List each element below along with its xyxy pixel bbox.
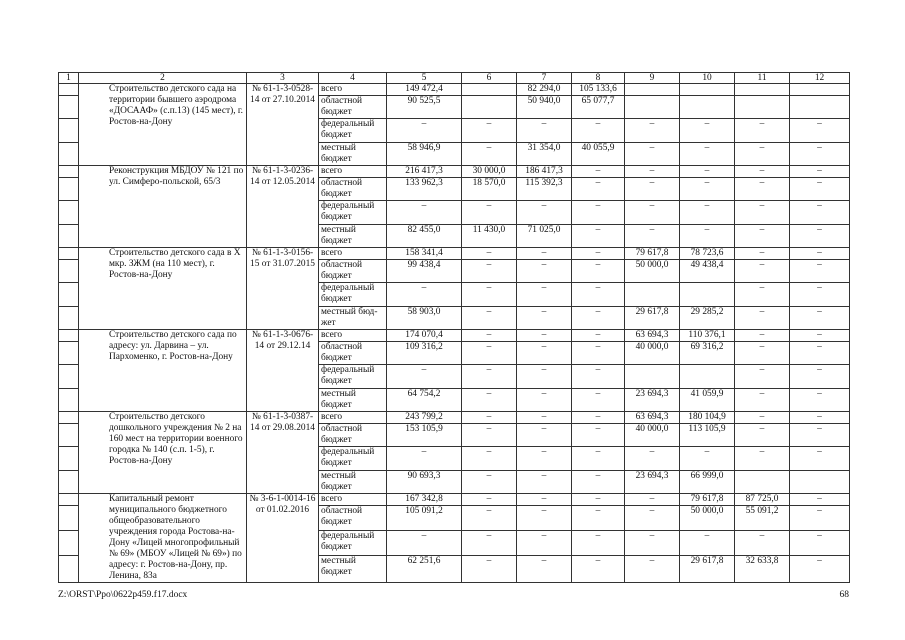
value-cell: – xyxy=(735,178,790,201)
value-cell: – xyxy=(790,556,850,583)
value-cell: 113 105,9 xyxy=(680,424,735,447)
object-description: Капитальный ремонт муниципального бюджетного общеобразовательного учреждения города Ростова-на-Дону «Лицей многопрофильный № 69» (МБОУ «Лицей № 69») по адресу: г. Ростов-на-Дону, пр. Ленина, 83а xyxy=(79,494,247,583)
value-cell: – xyxy=(735,166,790,178)
value-cell: – xyxy=(462,248,517,260)
table-row xyxy=(59,330,850,342)
value-cell: 79 617,8 xyxy=(625,248,680,260)
value-cell: – xyxy=(572,248,625,260)
value-cell: 90 693,3 xyxy=(387,471,462,494)
row-index-cell xyxy=(59,119,79,143)
value-cell xyxy=(735,471,790,494)
funding-source: местный бюджет xyxy=(319,389,387,412)
value-cell: – xyxy=(572,119,625,143)
value-cell xyxy=(790,96,850,119)
value-cell: 149 472,4 xyxy=(387,84,462,96)
value-cell: – xyxy=(572,283,625,307)
value-cell: – xyxy=(462,330,517,342)
object-description: Строительство детского сада на территории бывшего аэродрома «ДОСААФ» (с.п.13) (145 мест), г. Ростов-на-Дону xyxy=(79,84,247,166)
value-cell: – xyxy=(572,330,625,342)
funding-source: всего xyxy=(319,248,387,260)
value-cell xyxy=(462,96,517,119)
document-page xyxy=(58,72,849,583)
value-cell: – xyxy=(625,143,680,166)
value-cell: – xyxy=(572,225,625,248)
value-cell: – xyxy=(517,201,572,225)
value-cell: – xyxy=(735,201,790,225)
value-cell xyxy=(625,283,680,307)
value-cell: – xyxy=(735,447,790,471)
funding-source: местный бюджет xyxy=(319,556,387,583)
value-cell: – xyxy=(572,365,625,389)
value-cell: – xyxy=(572,531,625,556)
value-cell: – xyxy=(735,424,790,447)
value-cell xyxy=(625,96,680,119)
funding-source: областной бюджет xyxy=(319,506,387,531)
value-cell: 31 354,0 xyxy=(517,143,572,166)
value-cell xyxy=(625,84,680,96)
row-index-cell xyxy=(59,447,79,471)
funding-source: федеральный бюджет xyxy=(319,365,387,389)
value-cell: 32 633,8 xyxy=(735,556,790,583)
value-cell xyxy=(735,96,790,119)
value-cell: – xyxy=(735,412,790,424)
table-row xyxy=(59,494,850,506)
value-cell: 82 455,0 xyxy=(387,225,462,248)
value-cell: 66 999,0 xyxy=(680,471,735,494)
value-cell: – xyxy=(625,494,680,506)
document-number: № 61-1-3-0236-14 от 12.05.2014 xyxy=(247,166,319,248)
value-cell: – xyxy=(790,201,850,225)
value-cell: – xyxy=(387,447,462,471)
document-number: № 61-1-3-0528-14 от 27.10.2014 xyxy=(247,84,319,166)
value-cell: – xyxy=(735,119,790,143)
funding-source: местный бюджет xyxy=(319,225,387,248)
header-cell: 8 xyxy=(572,73,625,84)
value-cell: – xyxy=(517,119,572,143)
value-cell: – xyxy=(462,143,517,166)
value-cell: – xyxy=(462,119,517,143)
header-cell: 1 xyxy=(59,73,79,84)
value-cell: 78 723,6 xyxy=(680,248,735,260)
table-row xyxy=(59,248,850,260)
object-description: Реконструкция МБДОУ № 121 по ул. Симферо-польской, 65/3 xyxy=(79,166,247,248)
value-cell: – xyxy=(680,201,735,225)
value-cell: – xyxy=(735,225,790,248)
row-index-cell xyxy=(59,260,79,283)
funding-source: областной бюджет xyxy=(319,178,387,201)
row-index-cell xyxy=(59,330,79,342)
value-cell xyxy=(462,84,517,96)
value-cell: – xyxy=(462,412,517,424)
value-cell: – xyxy=(462,494,517,506)
value-cell: – xyxy=(387,283,462,307)
value-cell: – xyxy=(625,166,680,178)
value-cell: – xyxy=(735,531,790,556)
header-cell: 6 xyxy=(462,73,517,84)
value-cell: – xyxy=(517,330,572,342)
value-cell: – xyxy=(625,178,680,201)
value-cell: – xyxy=(790,330,850,342)
value-cell: – xyxy=(517,248,572,260)
value-cell: – xyxy=(790,389,850,412)
value-cell: – xyxy=(572,260,625,283)
value-cell: – xyxy=(572,307,625,330)
value-cell: – xyxy=(625,447,680,471)
value-cell: 65 077,7 xyxy=(572,96,625,119)
value-cell: 58 903,0 xyxy=(387,307,462,330)
header-cell: 2 xyxy=(79,73,247,84)
value-cell: – xyxy=(680,531,735,556)
value-cell: – xyxy=(735,283,790,307)
value-cell: – xyxy=(517,424,572,447)
value-cell: – xyxy=(625,556,680,583)
value-cell xyxy=(680,84,735,96)
row-index-cell xyxy=(59,531,79,556)
value-cell: – xyxy=(572,166,625,178)
budget-table xyxy=(58,72,850,583)
value-cell: 29 617,8 xyxy=(625,307,680,330)
row-index-cell xyxy=(59,494,79,506)
value-cell: 174 070,4 xyxy=(387,330,462,342)
value-cell: 133 962,3 xyxy=(387,178,462,201)
row-index-cell xyxy=(59,96,79,119)
value-cell: – xyxy=(572,506,625,531)
value-cell: – xyxy=(790,506,850,531)
value-cell: – xyxy=(517,412,572,424)
funding-source: областной бюджет xyxy=(319,260,387,283)
value-cell xyxy=(790,84,850,96)
page-number: 68 xyxy=(839,590,849,600)
value-cell: – xyxy=(790,412,850,424)
value-cell xyxy=(680,365,735,389)
value-cell: – xyxy=(462,424,517,447)
value-cell: – xyxy=(790,260,850,283)
funding-source: федеральный бюджет xyxy=(319,201,387,225)
header-cell: 11 xyxy=(735,73,790,84)
value-cell: 23 694,3 xyxy=(625,471,680,494)
value-cell: – xyxy=(517,471,572,494)
row-index-cell xyxy=(59,365,79,389)
value-cell: – xyxy=(517,260,572,283)
value-cell: – xyxy=(387,531,462,556)
row-index-cell xyxy=(59,424,79,447)
row-index-cell xyxy=(59,342,79,365)
header-row xyxy=(59,73,850,84)
value-cell: – xyxy=(572,556,625,583)
value-cell: 180 104,9 xyxy=(680,412,735,424)
row-index-cell xyxy=(59,248,79,260)
value-cell: – xyxy=(625,506,680,531)
value-cell: – xyxy=(517,389,572,412)
value-cell: 99 438,4 xyxy=(387,260,462,283)
row-index-cell xyxy=(59,283,79,307)
value-cell: – xyxy=(517,506,572,531)
value-cell xyxy=(680,283,735,307)
value-cell: – xyxy=(735,365,790,389)
value-cell: – xyxy=(462,447,517,471)
table-row xyxy=(59,412,850,424)
value-cell: – xyxy=(517,531,572,556)
value-cell: 40 000,0 xyxy=(625,342,680,365)
row-index-cell xyxy=(59,178,79,201)
value-cell: – xyxy=(462,531,517,556)
value-cell: 105 091,2 xyxy=(387,506,462,531)
value-cell: – xyxy=(735,330,790,342)
value-cell: – xyxy=(790,531,850,556)
funding-source: местный бюджет xyxy=(319,471,387,494)
funding-source: областной бюджет xyxy=(319,96,387,119)
value-cell: – xyxy=(572,471,625,494)
value-cell: – xyxy=(517,494,572,506)
value-cell: – xyxy=(572,342,625,365)
document-number: № 3-6-1-0014-16 от 01.02.2016 xyxy=(247,494,319,583)
value-cell: 30 000,0 xyxy=(462,166,517,178)
value-cell: – xyxy=(462,307,517,330)
value-cell: – xyxy=(517,342,572,365)
funding-source: всего xyxy=(319,330,387,342)
header-cell: 3 xyxy=(247,73,319,84)
value-cell: 40 000,0 xyxy=(625,424,680,447)
value-cell: – xyxy=(462,201,517,225)
value-cell: 115 392,3 xyxy=(517,178,572,201)
value-cell: – xyxy=(462,342,517,365)
value-cell: – xyxy=(790,119,850,143)
value-cell: – xyxy=(387,119,462,143)
value-cell: 29 285,2 xyxy=(680,307,735,330)
value-cell: 186 417,3 xyxy=(517,166,572,178)
value-cell: 63 694,3 xyxy=(625,412,680,424)
funding-source: всего xyxy=(319,494,387,506)
funding-source: федеральный бюджет xyxy=(319,283,387,307)
funding-source: областной бюджет xyxy=(319,342,387,365)
value-cell: – xyxy=(680,166,735,178)
value-cell: – xyxy=(625,119,680,143)
value-cell: – xyxy=(572,389,625,412)
value-cell: 29 617,8 xyxy=(680,556,735,583)
header-cell: 4 xyxy=(319,73,387,84)
value-cell: 40 055,9 xyxy=(572,143,625,166)
value-cell: – xyxy=(625,225,680,248)
value-cell: – xyxy=(462,283,517,307)
value-cell: 167 342,8 xyxy=(387,494,462,506)
value-cell: 105 133,6 xyxy=(572,84,625,96)
value-cell: – xyxy=(462,556,517,583)
value-cell: – xyxy=(572,412,625,424)
value-cell: – xyxy=(572,447,625,471)
value-cell: – xyxy=(680,447,735,471)
value-cell: 18 570,0 xyxy=(462,178,517,201)
row-index-cell xyxy=(59,143,79,166)
value-cell: – xyxy=(790,307,850,330)
value-cell xyxy=(735,84,790,96)
header-cell: 12 xyxy=(790,73,850,84)
value-cell: – xyxy=(462,365,517,389)
value-cell: 110 376,1 xyxy=(680,330,735,342)
value-cell: – xyxy=(625,531,680,556)
row-index-cell xyxy=(59,166,79,178)
value-cell: 158 341,4 xyxy=(387,248,462,260)
value-cell: – xyxy=(680,119,735,143)
value-cell: – xyxy=(680,178,735,201)
value-cell: – xyxy=(572,178,625,201)
value-cell: – xyxy=(790,225,850,248)
value-cell: – xyxy=(680,143,735,166)
table-row xyxy=(59,166,850,178)
value-cell: – xyxy=(790,248,850,260)
value-cell: 90 525,5 xyxy=(387,96,462,119)
funding-source: всего xyxy=(319,412,387,424)
document-number: № 61-1-3-0676-14 от 29.12.14 xyxy=(247,330,319,412)
funding-source: федеральный бюджет xyxy=(319,447,387,471)
value-cell: – xyxy=(572,424,625,447)
row-index-cell xyxy=(59,84,79,96)
value-cell: – xyxy=(517,365,572,389)
value-cell: 11 430,0 xyxy=(462,225,517,248)
value-cell: – xyxy=(790,143,850,166)
value-cell: – xyxy=(462,260,517,283)
value-cell: 87 725,0 xyxy=(735,494,790,506)
value-cell: – xyxy=(790,166,850,178)
value-cell: – xyxy=(790,178,850,201)
value-cell: 243 799,2 xyxy=(387,412,462,424)
file-path: Z:\ORST\Ppo\0622p459.f17.docx xyxy=(58,590,188,600)
value-cell xyxy=(680,96,735,119)
row-index-cell xyxy=(59,556,79,583)
table-row xyxy=(59,84,850,96)
value-cell: – xyxy=(735,143,790,166)
value-cell: – xyxy=(790,365,850,389)
value-cell: – xyxy=(462,389,517,412)
value-cell: – xyxy=(462,506,517,531)
value-cell: 41 059,9 xyxy=(680,389,735,412)
value-cell: 49 438,4 xyxy=(680,260,735,283)
row-index-cell xyxy=(59,201,79,225)
value-cell: – xyxy=(572,201,625,225)
value-cell: – xyxy=(790,342,850,365)
header-cell: 5 xyxy=(387,73,462,84)
value-cell: 23 694,3 xyxy=(625,389,680,412)
value-cell: – xyxy=(517,447,572,471)
value-cell: 55 091,2 xyxy=(735,506,790,531)
row-index-cell xyxy=(59,506,79,531)
value-cell: – xyxy=(680,225,735,248)
value-cell: 50 000,0 xyxy=(625,260,680,283)
funding-source: федеральный бюджет xyxy=(319,119,387,143)
value-cell: – xyxy=(735,307,790,330)
header-cell: 10 xyxy=(680,73,735,84)
document-number: № 61-1-3-0387-14 от 29.08.2014 xyxy=(247,412,319,494)
value-cell: – xyxy=(387,201,462,225)
funding-source: местный бюд-жет xyxy=(319,307,387,330)
header-cell: 9 xyxy=(625,73,680,84)
object-description: Строительство детского сада в Х мкр. ЗЖМ (на 110 мест), г. Ростов-на-Дону xyxy=(79,248,247,330)
value-cell: 153 105,9 xyxy=(387,424,462,447)
value-cell: – xyxy=(517,307,572,330)
object-description: Строительство детского дошкольного учреждения № 2 на 160 мест на территории военного городка № 140 (с.п. 1-5), г. Ростов-на-Дону xyxy=(79,412,247,494)
funding-source: местный бюджет xyxy=(319,143,387,166)
value-cell: – xyxy=(517,556,572,583)
value-cell: – xyxy=(625,201,680,225)
value-cell: – xyxy=(735,248,790,260)
value-cell: – xyxy=(572,494,625,506)
value-cell: – xyxy=(790,494,850,506)
value-cell: 82 294,0 xyxy=(517,84,572,96)
value-cell: 50 940,0 xyxy=(517,96,572,119)
value-cell: 58 946,9 xyxy=(387,143,462,166)
value-cell: 63 694,3 xyxy=(625,330,680,342)
value-cell xyxy=(625,365,680,389)
row-index-cell xyxy=(59,412,79,424)
funding-source: федеральный бюджет xyxy=(319,531,387,556)
header-cell: 7 xyxy=(517,73,572,84)
value-cell: – xyxy=(387,365,462,389)
value-cell: – xyxy=(517,283,572,307)
value-cell: – xyxy=(790,283,850,307)
value-cell: – xyxy=(735,342,790,365)
value-cell: 69 316,2 xyxy=(680,342,735,365)
value-cell: – xyxy=(462,471,517,494)
value-cell: 79 617,8 xyxy=(680,494,735,506)
value-cell xyxy=(790,471,850,494)
value-cell: 64 754,2 xyxy=(387,389,462,412)
value-cell: 109 316,2 xyxy=(387,342,462,365)
value-cell: – xyxy=(790,447,850,471)
value-cell: – xyxy=(735,389,790,412)
value-cell: – xyxy=(790,424,850,447)
value-cell: 62 251,6 xyxy=(387,556,462,583)
row-index-cell xyxy=(59,307,79,330)
row-index-cell xyxy=(59,389,79,412)
value-cell: – xyxy=(735,260,790,283)
value-cell: 50 000,0 xyxy=(680,506,735,531)
funding-source: всего xyxy=(319,166,387,178)
object-description: Строительство детского сада по адресу: ул. Дарвина – ул. Пархоменко, г. Ростов-на-Дону xyxy=(79,330,247,412)
value-cell: 216 417,3 xyxy=(387,166,462,178)
row-index-cell xyxy=(59,225,79,248)
funding-source: областной бюджет xyxy=(319,424,387,447)
row-index-cell xyxy=(59,471,79,494)
value-cell: 71 025,0 xyxy=(517,225,572,248)
document-number: № 61-1-3-0156-15 от 31.07.2015 xyxy=(247,248,319,330)
funding-source: всего xyxy=(319,84,387,96)
